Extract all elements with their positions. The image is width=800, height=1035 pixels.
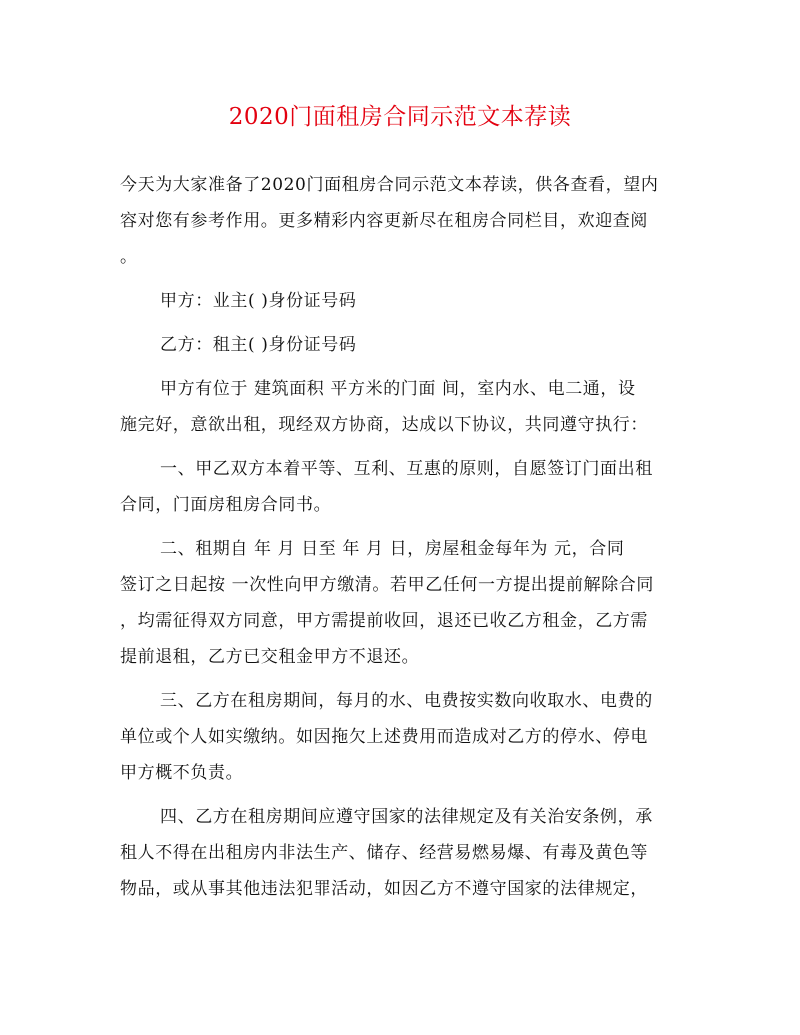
document-text-line: 一、甲乙双方本着平等、互利、互惠的原则，自愿签订门面出租 (160, 459, 653, 479)
document-text-line: 合同，门面房租房合同书。 (120, 495, 332, 515)
document-text-line: 容对您有参考作用。更多精彩内容更新尽在租房合同栏目，欢迎查阅 (120, 211, 648, 231)
document-text-line: 单位或个人如实缴纳。如因拖欠上述费用而造成对乙方的停水、停电 (120, 727, 648, 747)
document-text-line: 物品，或从事其他违法犯罪活动，如因乙方不遵守国家的法律规定， (120, 879, 648, 899)
document-text-line: 租人不得在出租房内非法生产、储存、经营易燃易爆、有毒及黄色等 (120, 843, 648, 863)
document-text-line: 签订之日起按 一次性向甲方缴清。若甲乙任何一方提出提前解除合同 (120, 575, 655, 595)
document-text-line: 施完好，意欲出租，现经双方协商，达成以下协议，共同遵守执行： (120, 415, 648, 435)
document-text-line: 乙方：租主( )身份证号码 (160, 335, 357, 355)
document-text-line: 甲方概不负责。 (120, 763, 244, 783)
document-text-line: 三、乙方在租房期间，每月的水、电费按实数向收取水、电费的 (160, 691, 653, 711)
document-text-line: 。 (120, 247, 138, 267)
document-title: 2020门面租房合同示范文本荐读 (228, 104, 572, 130)
document-text-line: 提前退租，乙方已交租金甲方不退还。 (120, 647, 420, 667)
document-text-line: 二、租期自 年 月 日至 年 月 日，房屋租金每年为 元，合同 (160, 539, 625, 559)
document-text-line: 甲方有位于 建筑面积 平方米的门面 间，室内水、电二通，设 (160, 379, 636, 399)
document-text-line: 四、乙方在租房期间应遵守国家的法律规定及有关治安条例，承 (160, 807, 653, 827)
document-body (120, 167, 685, 907)
document-text-line: 今天为大家准备了2020门面租房合同示范文本荐读，供各查看，望内 (120, 175, 659, 195)
document-text-line: ，均需征得双方同意，甲方需提前收回，退还已收乙方租金，乙方需 (120, 611, 648, 631)
document-text-line: 甲方：业主( )身份证号码 (160, 291, 357, 311)
